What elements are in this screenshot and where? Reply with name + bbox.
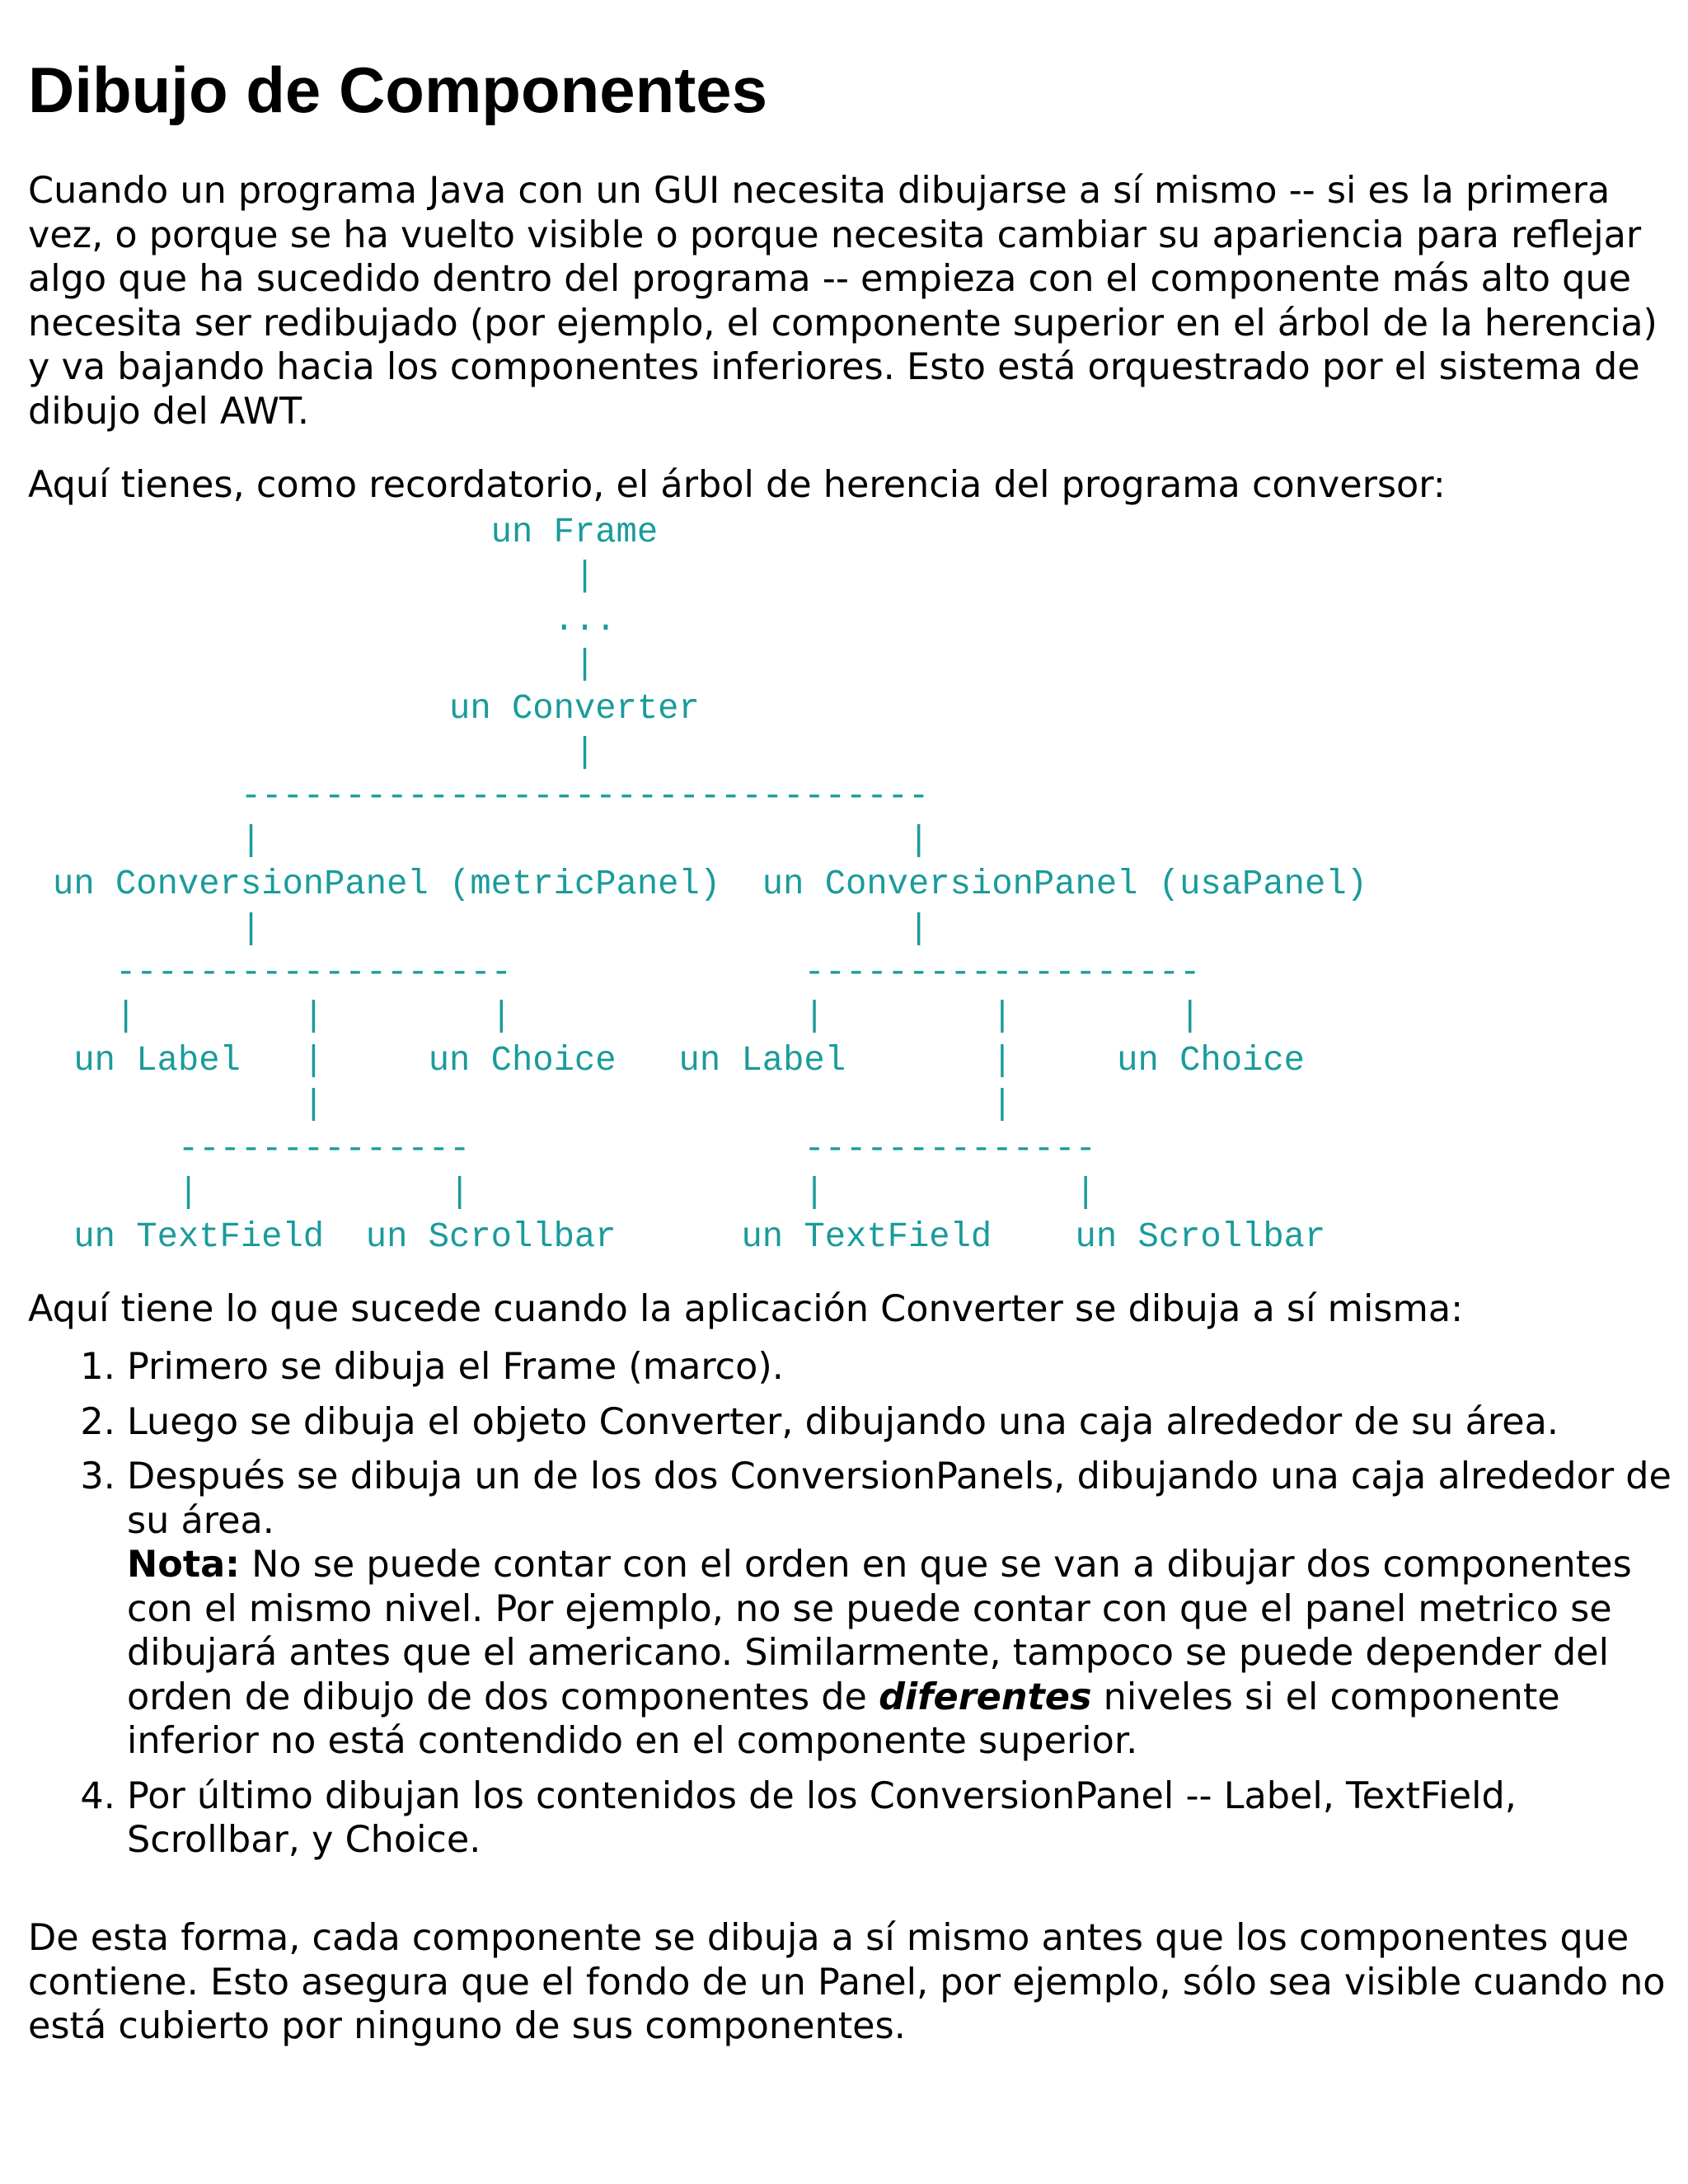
inheritance-tree-diagram: un Frame | ... | un Converter | --------------------------------- | | un ConversionPanel (metricPanel) un ConversionPanel (usaPanel) | | ------------------- ------------------- | | | | | | un Label | un Choice un Label | un Choice | | -------------- -------------- | | | | un TextField un Scrollbar un TextField un Scrollbar [53, 513, 1367, 1257]
outro-paragraph: De esta forma, cada componente se dibuja a sí mismo antes que los componentes que contiene. Esto asegura que el fondo de un Panel, por ejemplo, sólo sea visible cuando no está cubierto por ninguno de sus componentes. [28, 1917, 1666, 2047]
page-title: Dibujo de Componentes [28, 54, 767, 126]
paint-steps-list [28, 1345, 1676, 1873]
intro-paragraph: Cuando un programa Java con un GUI necesita dibujarse a sí mismo -- si es la primera vez, o porque se ha vuelto visible o porque necesita cambiar su apariencia para reflejar algo que ha sucedido dentro del programa -- empieza con el componente más alto que necesita ser redibujado (por ejemplo, el componente superior en el árbol de la herencia) y va bajando hacia los componentes inferiores. Esto está orquestrado por el sistema de dibujo del AWT. [28, 170, 1658, 433]
note-text-b: niveles si el componente inferior no está contendido en el componente superior. [127, 1675, 1560, 1762]
list-item [127, 1774, 1676, 1863]
list-item [127, 1400, 1676, 1445]
list-item [127, 1455, 1676, 1764]
list-intro-paragraph: Aquí tiene lo que sucede cuando la aplicación Converter se dibuja a sí misma: [28, 1288, 1464, 1330]
tree-intro-paragraph: Aquí tienes, como recordatorio, el árbol de herencia del programa conversor: [28, 464, 1446, 506]
step-3-note [127, 1543, 1676, 1764]
step-1-text: Primero se dibuja el Frame (marco). [127, 1346, 784, 1388]
step-2-text: Luego se dibuja el objeto Converter, dibujando una caja alrededor de su área. [127, 1400, 1559, 1443]
step-4-text: Por último dibujan los contenidos de los ConversionPanel -- Label, TextField, Scrollbar, y Choice. [127, 1774, 1517, 1861]
step-3-text: Después se dibuja un de los dos ConversionPanels, dibujando una caja alrededor de su área. [127, 1455, 1672, 1542]
list-item [127, 1345, 1676, 1390]
note-text-a: No se puede contar con el orden en que se van a dibujar dos componentes con el mismo nivel. Por ejemplo, no se puede contar con que el panel metrico se dibujará antes que el americano. Similarmente, tampoco se puede depender del orden de dibujo de dos componentes de [127, 1544, 1632, 1718]
note-emphasis: diferentes [879, 1675, 1092, 1718]
note-label: Nota: [127, 1544, 240, 1586]
